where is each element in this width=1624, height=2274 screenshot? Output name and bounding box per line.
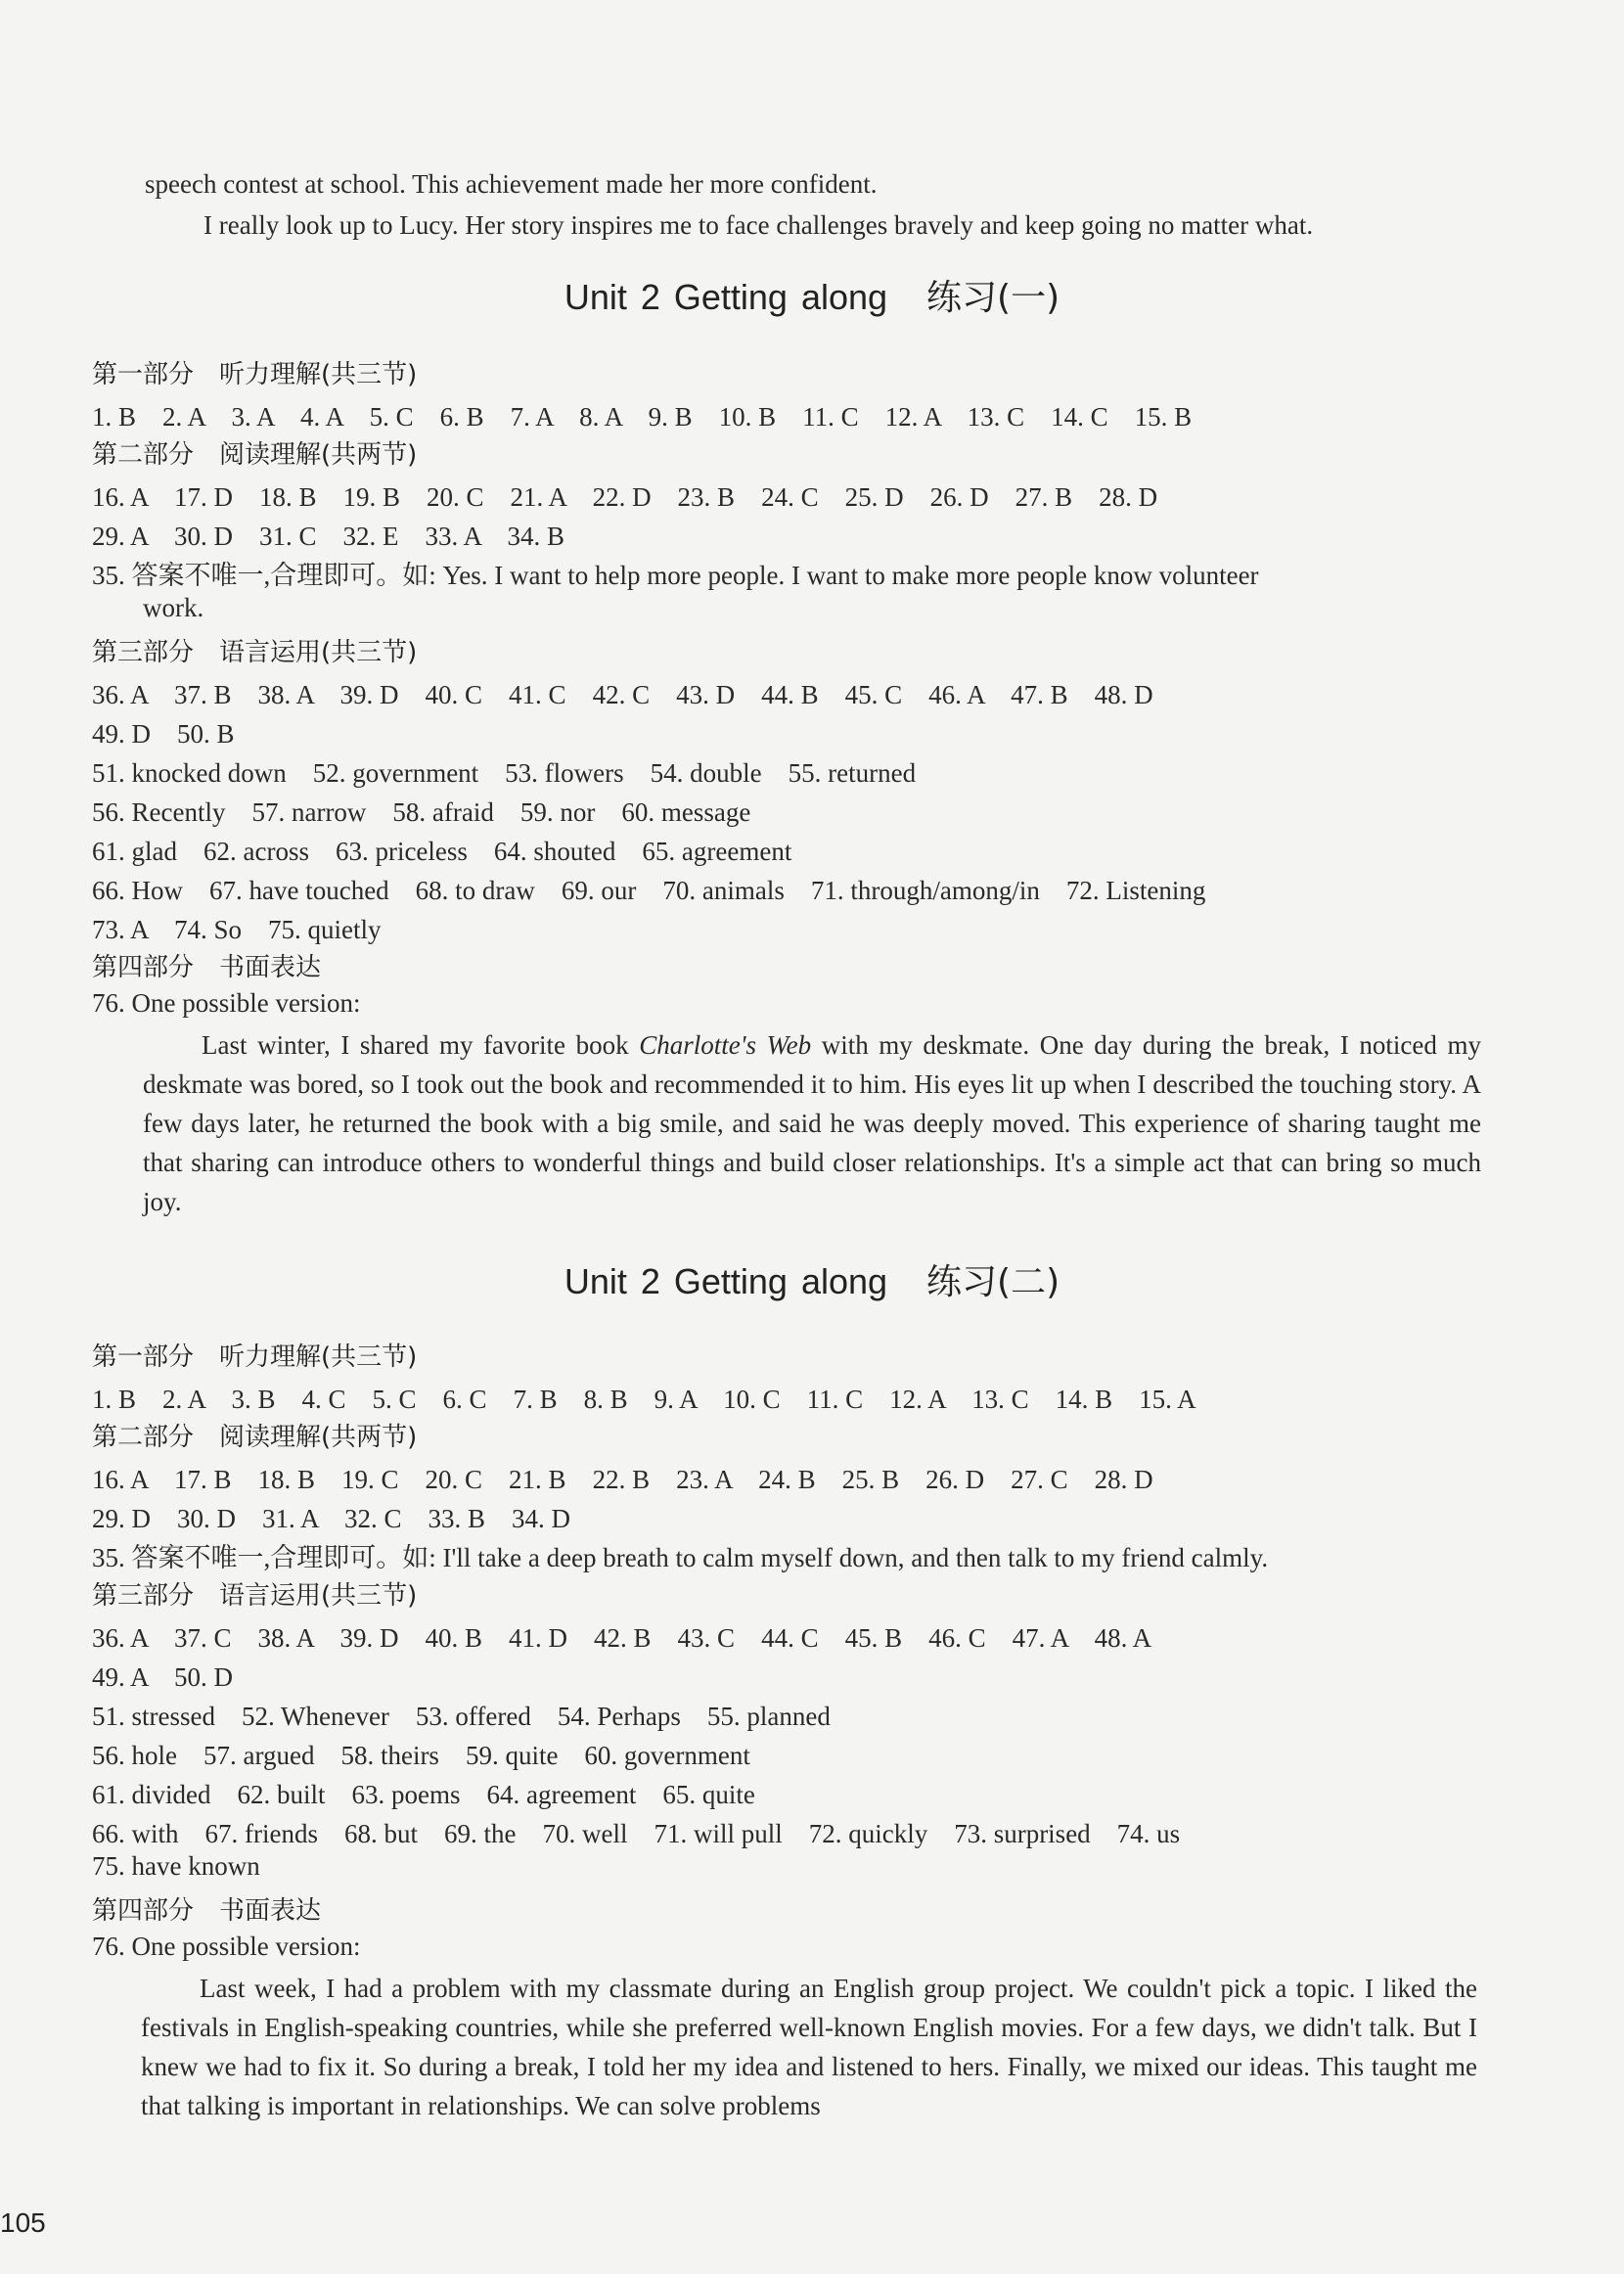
essay-1-start: Last winter, I shared my favorite book bbox=[202, 1030, 640, 1060]
answers-row-2-7: 56. hole 57. argued 58. theirs 59. quite 60. government bbox=[92, 1741, 750, 1770]
section-language-2: 第三部分 语言运用(共三节) bbox=[92, 1581, 418, 1611]
answers-row-1-5: 49. D 50. B bbox=[92, 719, 235, 749]
section-language-1: 第三部分 语言运用(共三节) bbox=[92, 638, 418, 667]
essay-1 bbox=[143, 1025, 1481, 1221]
answers-row-2-35: 35. 答案不唯一,合理即可。如: I'll take a deep breath to calm myself down, and then talk to my friend calmly. bbox=[92, 1543, 1269, 1572]
answers-row-2-2: 16. A 17. B 18. B 19. C 20. C 21. B 22. B 23. A 24. B 25. B 26. D 27. C 28. D bbox=[92, 1465, 1153, 1494]
answers-row-1-76: 76. One possible version: bbox=[92, 988, 361, 1018]
answers-row-2-3: 29. D 30. D 31. A 32. C 33. B 34. D bbox=[92, 1504, 571, 1533]
answers-row-1-1: 1. B 2. A 3. A 4. A 5. C 6. B 7. A 8. A 9. B 10. B 11. C 12. A 13. C 14. C 15. B bbox=[92, 402, 1193, 432]
unit-subtitle-1: 练习(一) bbox=[926, 278, 1060, 318]
section-listening-2: 第一部分 听力理解(共三节) bbox=[92, 1342, 418, 1372]
answers-row-1-6: 51. knocked down 52. government 53. flowers 54. double 55. returned bbox=[92, 758, 917, 788]
essay-2: Last week, I had a problem with my classmate during an English group project. We couldn't pick a topic. I liked the festivals in English-speaking countries, while she preferred well-known English movies. For a few days, we didn't talk. But I knew we had to fix it. So during a break, I told her my idea and listened to hers. Finally, we mixed our ideas. This taught me that talking is important in relationships. We can solve problems bbox=[141, 1974, 1477, 2120]
essay-1-rest: with my deskmate. One day during the break, I noticed my deskmate was bored, so I took out the book and recommended it to him. His eyes lit up when I described the touching story. A few days later, he returned the book with a big smile, and said he was deeply moved. This experience of sharing taught me that sharing can introduce others to wonderful things and build closer relationships. It's a simple act that can bring so much joy. bbox=[143, 1030, 1481, 1216]
answers-row-1-9: 66. How 67. have touched 68. to draw 69. our 70. animals 71. through/among/in 72. Listening bbox=[92, 876, 1206, 905]
unit-title-2: Unit 2 Getting along bbox=[564, 1261, 888, 1301]
answers-row-2-8: 61. divided 62. built 63. poems 64. agreement 65. quite bbox=[92, 1780, 755, 1809]
section-listening-1: 第一部分 听力理解(共三节) bbox=[92, 360, 418, 389]
answers-row-2-5: 49. A 50. D bbox=[92, 1662, 234, 1692]
answers-row-1-7: 56. Recently 57. narrow 58. afraid 59. nor 60. message bbox=[92, 797, 751, 827]
answers-row-1-10: 73. A 74. So 75. quietly bbox=[92, 915, 382, 944]
essay-1-book-title: Charlotte's Web bbox=[639, 1030, 812, 1060]
section-reading-2: 第二部分 阅读理解(共两节) bbox=[92, 1423, 418, 1452]
section-writing-2: 第四部分 书面表达 bbox=[92, 1896, 322, 1926]
unit-subtitle-2: 练习(二) bbox=[926, 1262, 1060, 1302]
intro-line-2: I really look up to Lucy. Her story inspires me to face challenges bravely and keep going no matter what. bbox=[203, 210, 1314, 240]
answers-row-2-76: 76. One possible version: bbox=[92, 1932, 361, 1961]
answers-row-2-9: 66. with 67. friends 68. but 69. the 70. well 71. will pull 72. quickly 73. surprised 74. us bbox=[92, 1819, 1181, 1848]
intro-line-1: speech contest at school. This achievement made her more confident. bbox=[145, 169, 878, 199]
answers-row-1-35b: work. bbox=[143, 593, 204, 622]
unit-title-1: Unit 2 Getting along bbox=[564, 277, 888, 317]
unit-heading-2 bbox=[0, 1254, 1624, 1304]
answers-row-1-3: 29. A 30. D 31. C 32. E 33. A 34. B bbox=[92, 522, 565, 551]
answers-row-1-8: 61. glad 62. across 63. priceless 64. shouted 65. agreement bbox=[92, 837, 792, 866]
answers-row-2-1: 1. B 2. A 3. B 4. C 5. C 6. C 7. B 8. B 9. A 10. C 11. C 12. A 13. C 14. B 15. A bbox=[92, 1385, 1196, 1414]
unit-heading-1 bbox=[0, 270, 1624, 320]
answers-row-2-6: 51. stressed 52. Whenever 53. offered 54. Perhaps 55. planned bbox=[92, 1702, 831, 1731]
answers-row-1-2: 16. A 17. D 18. B 19. B 20. C 21. A 22. D 23. B 24. C 25. D 26. D 27. B 28. D bbox=[92, 482, 1158, 512]
section-writing-1: 第四部分 书面表达 bbox=[92, 953, 322, 982]
section-reading-1: 第二部分 阅读理解(共两节) bbox=[92, 440, 418, 470]
answers-row-1-4: 36. A 37. B 38. A 39. D 40. C 41. C 42. C 43. D 44. B 45. C 46. A 47. B 48. D bbox=[92, 680, 1153, 709]
answers-row-2-10: 75. have known bbox=[92, 1851, 260, 1881]
answers-row-2-4: 36. A 37. C 38. A 39. D 40. B 41. D 42. B 43. C 44. C 45. B 46. C 47. A 48. A bbox=[92, 1623, 1152, 1653]
answers-row-1-35a: 35. 答案不唯一,合理即可。如: Yes. I want to help more people. I want to make more people know volunteer bbox=[92, 561, 1259, 590]
page-number: 105 bbox=[0, 2207, 46, 2238]
